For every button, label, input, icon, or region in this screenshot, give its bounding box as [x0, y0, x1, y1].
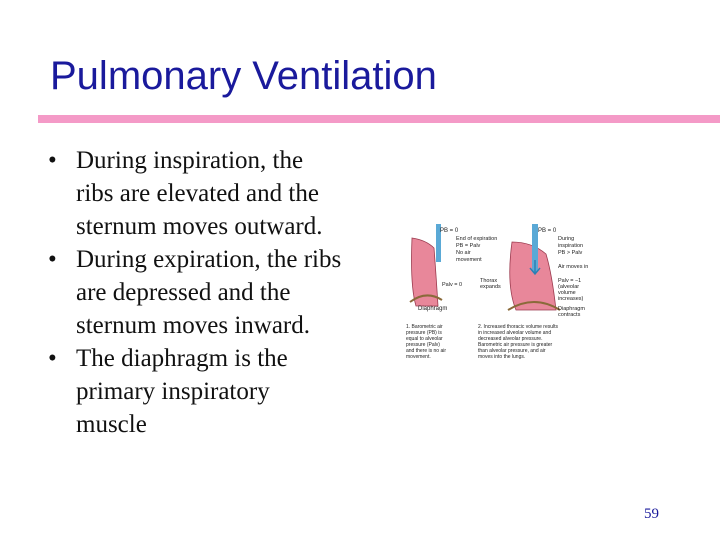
left-caption-line: and there is no air: [406, 348, 447, 354]
right-note: PB > Palv: [558, 250, 583, 256]
bullet-list: [46, 144, 346, 441]
left-pb-label: PB = 0: [440, 228, 459, 234]
right-caption-line: Barometric air pressure is greater: [478, 342, 553, 348]
bullet-icon: •: [48, 246, 57, 273]
left-caption-line: movement.: [406, 354, 431, 360]
right-caption-line: decreased alveolar pressure.: [478, 336, 543, 342]
right-caption-line: moves into the lungs.: [478, 354, 526, 360]
left-caption-line: pressure (Palv): [406, 342, 440, 348]
page-number: 59: [644, 506, 659, 522]
right-air-moves-label: Air moves in: [558, 264, 589, 270]
bullet-text: The diaphragm is the primary inspiratory muscle: [76, 345, 288, 438]
right-caption-line: than alveolar pressure, and air: [478, 348, 546, 354]
right-palv-label: (alveolar: [558, 284, 580, 290]
left-note: movement: [456, 257, 482, 263]
thorax-label: expands: [480, 284, 501, 290]
right-note: During: [558, 236, 575, 242]
left-note: End of expiration: [456, 236, 498, 242]
left-note: PB = Palv: [456, 243, 481, 249]
left-caption-line: equal to alveolar: [406, 336, 443, 342]
thorax-label: Thorax: [480, 278, 498, 284]
left-palv-label: Palv = 0: [442, 282, 463, 288]
right-caption-line: 2. Increased thoracic volume results: [478, 324, 559, 330]
left-caption-line: 1. Barometric air: [406, 324, 443, 330]
right-note: inspiration: [558, 243, 584, 249]
bullet-item: [46, 144, 346, 243]
left-diaphragm-label: Diaphragm: [418, 306, 448, 312]
left-caption-line: pressure (PB) is: [406, 330, 442, 336]
bullet-item: [46, 243, 346, 342]
right-palv-label: volume: [558, 290, 576, 296]
title-divider: [38, 115, 720, 123]
bullet-item: [46, 342, 346, 441]
slide-title: Pulmonary Ventilation: [50, 54, 437, 98]
bullet-text: During expiration, the ribs are depressed and the sternum moves inward.: [76, 246, 342, 339]
right-diaphragm-label: Diaphragm: [558, 306, 585, 312]
bullet-icon: •: [48, 345, 57, 372]
right-diaphragm-label: contracts: [558, 312, 581, 318]
bullet-icon: •: [48, 147, 57, 174]
left-note: No air: [456, 250, 471, 256]
ventilation-figure: [406, 214, 602, 366]
right-pb-label: PB = 0: [538, 228, 557, 234]
right-palv-label: Palv = −1: [558, 278, 582, 284]
bullet-text: During inspiration, the ribs are elevated and the sternum moves outward.: [76, 147, 323, 240]
right-panel: [478, 224, 588, 360]
right-caption-line: in increased alveolar volume and: [478, 330, 552, 336]
right-palv-label: increases): [558, 296, 584, 302]
